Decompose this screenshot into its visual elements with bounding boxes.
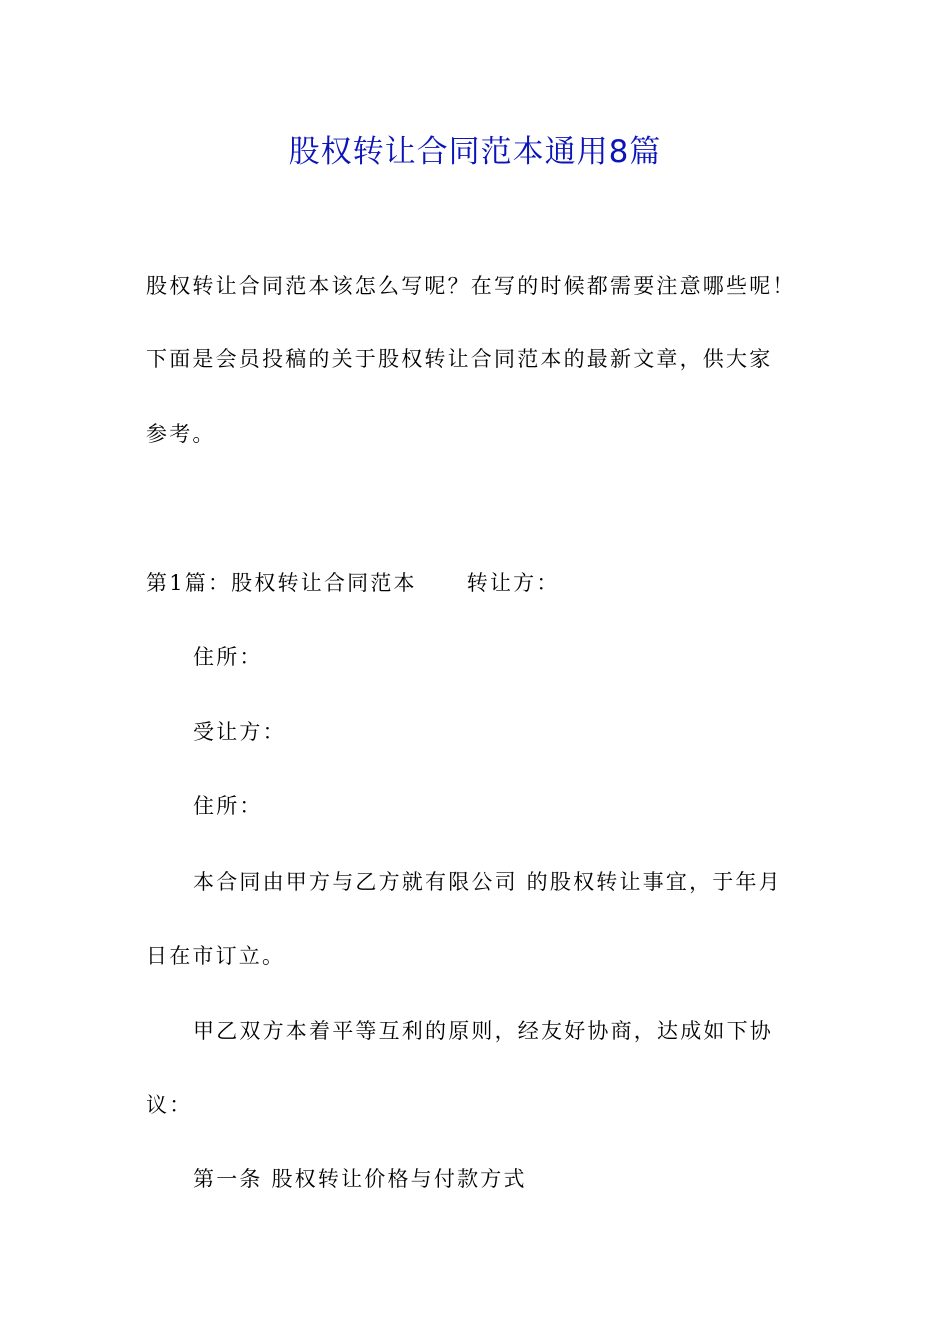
transferor-address-label: 住所： xyxy=(193,645,263,669)
paragraph-2-line-1: 甲乙双方本着平等互利的原则，经友好协商，达成如下协 xyxy=(193,1019,773,1043)
paragraph-1-line-1: 本合同由甲方与乙方就有限公司 的股权转让事宜，于年月 xyxy=(193,870,782,894)
paragraph-1-line-2: 日在市订立。 xyxy=(146,944,286,968)
intro-line-2: 下面是会员投稿的关于股权转让合同范本的最新文章，供大家 xyxy=(146,347,773,371)
document-title: 股权转让合同范本通用8篇 xyxy=(288,134,662,170)
paragraph-2-line-2: 议： xyxy=(146,1093,193,1117)
intro-line-1: 股权转让合同范本该怎么写呢？在写的时候都需要注意哪些呢！ xyxy=(146,274,796,298)
chapter-heading-line xyxy=(146,567,560,599)
chapter-heading: 第1篇：股权转让合同范本 xyxy=(146,571,417,595)
intro-line-3: 参考。 xyxy=(146,422,216,446)
transferee-label: 受让方： xyxy=(193,720,286,744)
article-1-heading: 第一条 股权转让价格与付款方式 xyxy=(193,1167,527,1191)
transferee-address-label: 住所： xyxy=(193,794,263,818)
transferor-label: 转让方： xyxy=(466,571,560,595)
